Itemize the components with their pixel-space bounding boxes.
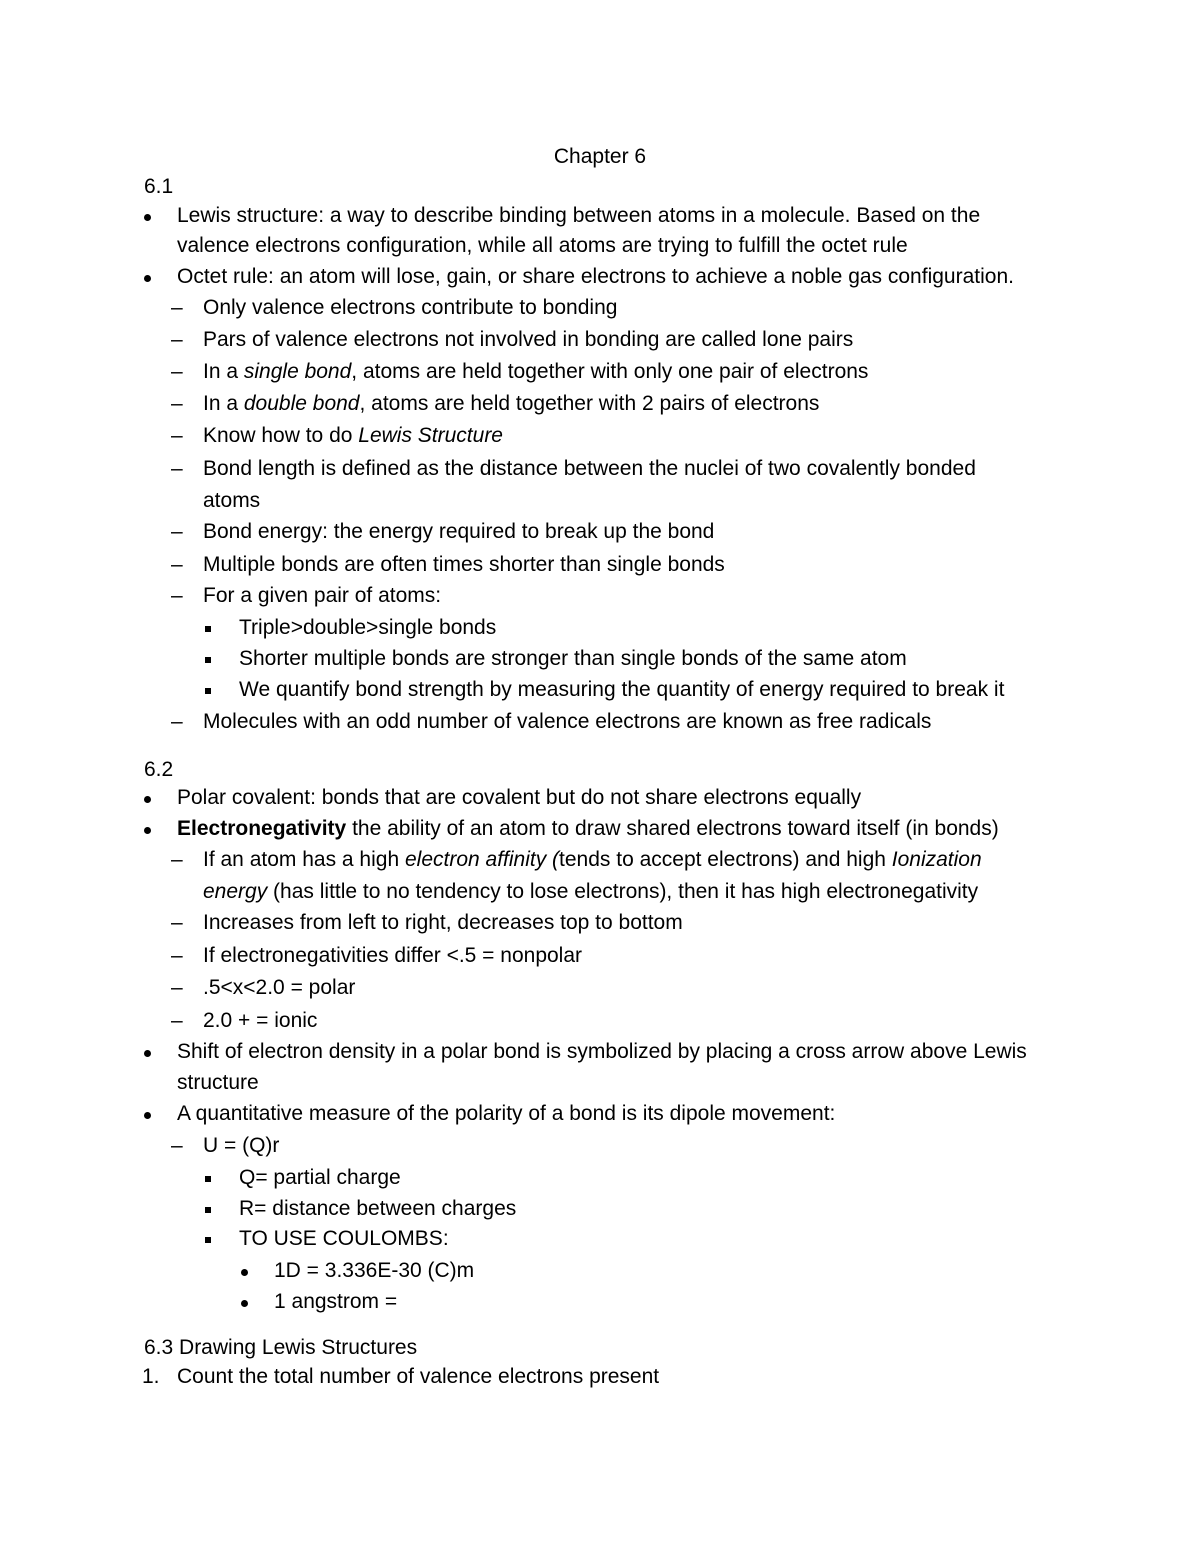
dash-icon: –: [171, 1134, 183, 1157]
square-item: We quantify bond strength by measuring the quantity of energy required to break it: [239, 676, 1004, 704]
square-item: Triple>double>single bonds: [239, 614, 496, 642]
dash-icon: –: [171, 328, 183, 351]
bullet-icon: [144, 214, 151, 221]
dash-item: – Bond length is defined as the distance between the nuclei of two covalently bonded: [203, 455, 976, 483]
dash-item-cont: energy (has little to no tendency to lose electrons), then it has high electronegativity: [203, 880, 979, 903]
section-heading-6-2: 6.2: [144, 758, 174, 781]
dash-icon: –: [171, 944, 183, 967]
page-title: Chapter 6: [553, 145, 647, 168]
dash-icon: –: [171, 520, 183, 543]
bullet-icon: [241, 1269, 248, 1276]
dash-item: – U = (Q)r: [203, 1132, 279, 1160]
dash-icon: –: [171, 392, 183, 415]
numbered-item: 1. Count the total number of valence electrons present: [177, 1363, 659, 1391]
square-item: Shorter multiple bonds are stronger than single bonds of the same atom: [239, 645, 907, 673]
dash-item: – Pars of valence electrons not involved in bonding are called lone pairs: [203, 326, 853, 354]
dash-icon: –: [171, 1009, 183, 1032]
bullet-octet-rule: Octet rule: an atom will lose, gain, or share electrons to achieve a noble gas configuration.: [177, 263, 1014, 291]
dash-item: – Increases from left to right, decreases top to bottom: [203, 909, 683, 937]
bullet-icon: [144, 827, 151, 834]
dash-icon: –: [171, 848, 183, 871]
dash-icon: –: [171, 296, 183, 319]
square-bullet-icon: [205, 626, 211, 632]
section-heading-6-1: 6.1: [144, 175, 174, 198]
bullet-icon: [144, 796, 151, 803]
bullet-shift-cont: structure: [177, 1071, 259, 1094]
dash-item: – In a single bond, atoms are held together with only one pair of electrons: [203, 358, 868, 386]
square-bullet-icon: [205, 1176, 211, 1182]
square-bullet-icon: [205, 688, 211, 694]
dash-icon: –: [171, 424, 183, 447]
dash-item: – For a given pair of atoms:: [203, 582, 441, 610]
dash-item: – 2.0 + = ionic: [203, 1007, 317, 1035]
dash-item: – In a double bond, atoms are held together with 2 pairs of electrons: [203, 390, 819, 418]
dash-item: – Only valence electrons contribute to bonding: [203, 294, 617, 322]
dash-item: – If electronegativities differ <.5 = nonpolar: [203, 942, 582, 970]
dash-item: – Molecules with an odd number of valence electrons are known as free radicals: [203, 708, 931, 736]
bullet-icon: [144, 275, 151, 282]
bullet-icon: [144, 1112, 151, 1119]
dash-icon: –: [171, 911, 183, 934]
dash-item: – Bond energy: the energy required to break up the bond: [203, 518, 714, 546]
dash-icon: –: [171, 976, 183, 999]
section-heading-6-3: 6.3 Drawing Lewis Structures: [144, 1336, 418, 1359]
dash-icon: –: [171, 710, 183, 733]
square-bullet-icon: [205, 1207, 211, 1213]
bullet-dipole: A quantitative measure of the polarity of a bond is its dipole movement:: [177, 1100, 835, 1128]
square-item: R= distance between charges: [239, 1195, 516, 1223]
dash-icon: –: [171, 360, 183, 383]
dash-icon: –: [171, 584, 183, 607]
bullet-electronegativity: Electronegativity the ability of an atom to draw shared electrons toward itself (in bonds): [177, 815, 999, 843]
bullet-lewis-structure: Lewis structure: a way to describe binding between atoms in a molecule. Based on the: [177, 202, 980, 230]
sub-bullet-item: 1D = 3.336E-30 (C)m: [274, 1257, 474, 1285]
sub-bullet-item: 1 angstrom =: [274, 1288, 397, 1316]
dash-item-cont: atoms: [203, 489, 261, 512]
dash-item: – If an atom has a high electron affinity (tends to accept electrons) and high Ionization: [203, 846, 982, 874]
bullet-icon: [241, 1300, 248, 1307]
square-item: Q= partial charge: [239, 1164, 401, 1192]
dash-icon: –: [171, 457, 183, 480]
square-item: TO USE COULOMBS:: [239, 1225, 449, 1253]
dash-item: – Multiple bonds are often times shorter than single bonds: [203, 551, 725, 579]
dash-item: – Know how to do Lewis Structure: [203, 422, 503, 450]
dash-item: – .5<x<2.0 = polar: [203, 974, 355, 1002]
bullet-icon: [144, 1050, 151, 1057]
bullet-polar-covalent: Polar covalent: bonds that are covalent but do not share electrons equally: [177, 784, 861, 812]
square-bullet-icon: [205, 1237, 211, 1243]
square-bullet-icon: [205, 657, 211, 663]
item-number: 1.: [142, 1365, 160, 1388]
bullet-lewis-structure-cont: valence electrons configuration, while all atoms are trying to fulfill the octet rule: [177, 234, 908, 257]
dash-icon: –: [171, 553, 183, 576]
bullet-shift: Shift of electron density in a polar bond is symbolized by placing a cross arrow above Lewis: [177, 1038, 1027, 1066]
